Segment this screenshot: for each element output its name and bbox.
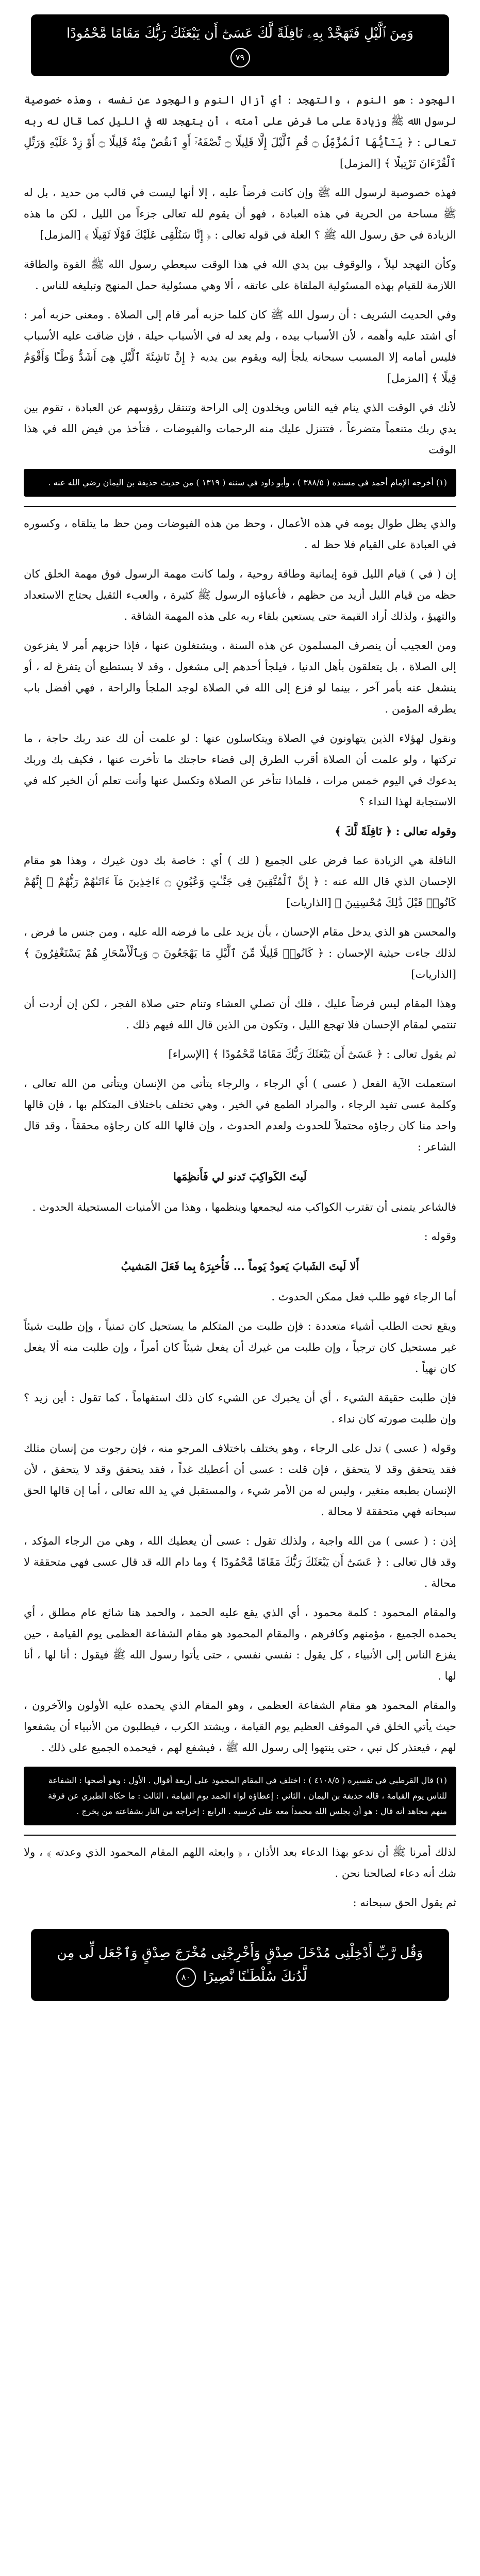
paragraph: أما الرجاء فهو طلب فعل ممكن الحدوث . (271, 1291, 456, 1303)
commentary-section-5 (0, 1842, 480, 1913)
paragraph: الهجود : هو النوم ، والتهجد : أي أزال النوم والهجود عن نفسه ، وهذه خصوصية لرسول الله ﷺ وزيادة على ما فرض على أمته ، أن يتهجد لله في الليل كما قال له ربه تعالى : ﴿ يَـٰٓأَيُّهَا ٱلْمُزَّمِّلُ ۝ قُمِ ٱلَّيْلَ إِلَّا قَلِيلًا ۝ نِّصْفَهُۥٓ أَوِ ٱنقُصْ مِنْهُ قَلِيلًا ۝ أَوْ زِدْ عَلَيْهِ وَرَتِّلِ ٱلْقُرْءَانَ تَرْتِيلًا ﴾ [المزمل] (24, 94, 457, 170)
verse-banner-bottom (31, 1929, 449, 2001)
footnote-box: (١) أخرجه الإمام أحمد في مسنده ( ٣٨٨/٥ ) ، وأبو داود في سننه ( ١٣١٩ ) من حديث حذيفة بن اليمان رضي الله عنه . (24, 469, 456, 497)
commentary-section-1 (0, 90, 480, 461)
poem-line: لَيتَ الكَواكِبَ تَدنو لي فَأَنظِمَها (173, 1170, 307, 1183)
paragraph: وقوله ( عسى ) تدل على الرجاء ، وهو يختلف باختلاف المرجو منه ، فإن رجوت من إنسان مثلك فقد يتحقق وقد لا يتحقق ، فإن قلت : عسى أن أعطيك غداً ، فقد يتحقق وقد لا يتحقق ، لأن الإنسان بطبعه متغير ، وليس له من الأمر شيء ، والمستقبل في يد الله تعالى ، أما إن قالها الحق سبحانه فهي متحققة لا محالة . (24, 1442, 456, 1518)
commentary-section-4 (0, 1286, 480, 1758)
paragraph: ومن العجيب أن ينصرف المسلمون عن هذه السنة ، ويشتغلون عنها ، فإذا حزبهم أمر لا يفزعون إلى الصلاة ، بل يتعلقون بأهل الدنيا ، فيلجأ أحدهم إلى مشغول ، وقد لا يستطيع أن يتفرغ له ، أو ينشغل عنه بأمر آخر ، بينما لو فزع إلى الله في الصلاة لوجد الملجأ والراحة ، فهي أفضل باب يطرقه المؤمن . (24, 639, 456, 715)
paragraph: ونقول لهؤلاء الذين يتهاونون في الصلاة ويتكاسلون عنها : لو علمت أن لك عند ربك حاجة ، ما تركتها ، ولو علمت أن الصلاة أقرب الطرق إلى قضاء حاجتك ما تأخرت عنها ، فكيف بك وربك يدعوك في اليوم خمس مرات ، فلماذا تتأخر عن الصلاة وتكسل عنها وأنت تعلم أن الخير كله في الاستجابة لهذا النداء ؟ (24, 732, 456, 808)
paragraph: فهذه خصوصية لرسول الله ﷺ وإن كانت فرضاً عليه ، إلا أنها ليست في قالب من حديد ، بل له ﷺ مساحة من الحرية في هذه العبادة ، فهو أن يقوم لله تعالى جزءاً من الليل ، لكن ما هذه الزيادة في حق رسول الله ﷺ ؟ العلة في قوله تعالى : ﴿ إِنَّا سَنُلْقِى عَلَيْكَ قَوْلًا ثَقِيلًا ﴾ [المزمل] (24, 187, 456, 241)
paragraph: ثم يقول الحق سبحانه : (353, 1896, 456, 1909)
paragraph: والذي يظل طوال يومه في هذه الأعمال ، وحظ من هذه الفيوضات ومن حظ ما يتلقاه ، وكسوره في العبادة على القيام فلا حظ له . (24, 517, 456, 551)
verse-line: وَقُل رَّبِّ أَدْخِلْنِى مُدْخَلَ صِدْقٍ وَأَخْرِجْنِى مُخْرَجَ صِدْقٍ وَٱجْعَل لِّى مِن لَّدُنكَ سُلْطَـٰنًا نَّصِيرًا (57, 1945, 423, 1985)
verse-banner-top (31, 14, 449, 76)
footnote-box: (١) قال القرطبي في تفسيره ( ٤١٠٨/٥ ) : اختلف في المقام المحمود على أربعة أقوال . الأول : وهو أصحها : الشفاعة للناس يوم القيامة ، قاله حذيفة بن اليمان ، الثاني : إعطاؤه لواء الحمد يوم القيامة ، الثالث : ما حكاه الطبري عن فرقة منهم مجاهد أنه قال : هو أن يجلس الله محمداً معه على كرسيه . الرابع : إخراجه من النار بشفاعته من يخرج . (24, 1767, 456, 1825)
paragraph: والمقام المحمود : كلمة محمود ، أي الذي يقع عليه الحمد ، والحمد هنا شائع عام مطلق ، أي يحمده الجميع ، مؤمنهم وكافرهم ، والمقام المحمود هو مقام الشفاعة العظمى يوم القيامة ، حين يفزع الناس إلى الأنبياء ، كل يقول : نفسي نفسي ، حتى يأتوا رسول الله ﷺ فيقول : أنا لها ، أنا لها . (24, 1606, 457, 1682)
paragraph: لأنك في الوقت الذي ينام فيه الناس ويخلدون إلى الراحة وتنتقل رؤوسهم عن العبادة ، تقوم بين يدي ربك متنعماً متضرعاً ، فتتنزل عليك منه الرحمات والفيوضات ، فتأخذ من فيض الله في هذا الوقت (24, 401, 456, 456)
paragraph: ويقع تحت الطلب أشياء متعددة : فإن طلبت من المتكلم ما يستحيل كان تمنياً ، وإن طلبت شيئاً غير مستحيل كان ترجياً ، وإن طلبت من غيرك أن يفعل شيئاً كان أمراً ، وإن طلبت منه ألا يفعل كان نهياً . (24, 1320, 456, 1375)
paragraph: وقوله : (424, 1230, 456, 1243)
paragraph: إذن : ( عسى ) من الله واجبة ، ولذلك تقول : عسى أن يعطيك الله ، وهي من الرجاء المؤكد ، وقد قال تعالى : ﴿ عَسَىٰٓ أَن يَبْعَثَكَ رَبُّكَ مَقَامًا مَّحْمُودًا ﴾ وما دام الله قد قال عسى فهي متحققة لا محالة . (24, 1535, 456, 1589)
paragraph: لذلك أمرنا ﷺ أن ندعو بهذا الدعاء بعد الأذان ، ﴿ وابعثه اللهم المقام المحمود الذي وعدته ﴾ ، ولا شك أنه دعاء لصالحنا نحن . (24, 1846, 456, 1879)
paragraph: فالشاعر يتمنى أن تقترب الكواكب منه ليجمعها وينظمها ، وهذا من الأمنيات المستحيلة الحدوث . (32, 1201, 456, 1213)
verse-text (57, 22, 423, 69)
paragraph: وهذا المقام ليس فرضاً عليك ، فلك أن تصلي العشاء وتنام حتى صلاة الفجر ، لكن إن أردت أن تنتمي لمقام الإحسان فلا تهجع الليل ، وتكون من الذين قال الله فيهم ذلك . (24, 997, 456, 1031)
book-page (0, 14, 480, 2576)
paragraph: والمقام المحمود هو مقام الشفاعة العظمى ، وهو المقام الذي يحمده عليه الأولون والآخرون ، حيث يأتي الخلق في الموقف العظيم يوم القيامة ، ويشتد الكرب ، فيطلبون من الأنبياء أن يشفعوا لهم ، فيعتذر كل نبي ، حتى ينتهوا إلى رسول الله ﷺ ، فيشفع لهم ، فيحمده الجميع على ذلك . (24, 1699, 456, 1754)
paragraph: ثم يقول تعالى : ﴿ عَسَىٰٓ أَن يَبْعَثَكَ رَبُّكَ مَقَامًا مَّحْمُودًا ﴾ [الإسراء] (168, 1048, 456, 1060)
verse-text (57, 1941, 423, 1989)
commentary-section-3 (0, 1197, 480, 1247)
ayah-number-badge: ٧٩ (230, 48, 250, 67)
page-divider (24, 506, 456, 507)
poem-line: أَلا لَيتَ الشَبابَ يَعودُ يَوماً ... فَأُخبِرَهُ بِما فَعَلَ المَشيبُ (121, 1260, 359, 1273)
paragraph: وكأن التهجد ليلاً ، والوقوف بين يدي الله في هذا الوقت سيعطي رسول الله ﷺ القوة والطاقة اللازمة للقيام بهذه المسئولية الملقاة على عاتقه ، ألا وهي مسئولية حمل المنهج وتبليغه للناس . (24, 258, 456, 292)
paragraph: وفي الحديث الشريف : أن رسول الله ﷺ كان كلما حزبه أمر قام إلى الصلاة . ومعنى حزبه أمر : أي اشتد عليه وأهمه ، لأن الأسباب بيده ، ولم يعد له في الأسباب حيلة ، فإن ضاقت عليه الأسباب فليس أمامه إلا المسبب سبحانه يلجأ إليه ويقوم بين يديه ﴿ إِنَّ نَاشِئَةَ ٱلَّيْلِ هِىَ أَشَدُّ وَطْـًٔا وَأَقْوَمُ قِيلًا ﴾ [المزمل] (24, 309, 456, 384)
paragraph: استعملت الآية الفعل ( عسى ) أي الرجاء ، والرجاء يتأتى من الإنسان ويتأتى من الله تعالى ، وكلمة عسى تفيد الرجاء ، والمراد الطمع في الخير ، وهي تختلف باختلاف المتكلم بها ، فإن قالها واحد منا كان رجاؤه محتملاً للحدوث ولعدم الحدوث ، وإن قالها الله كان رجاؤه محققاً ، وقد قال الشاعر : (24, 1077, 456, 1153)
paragraph: والمحسن هو الذي يدخل مقام الإحسان ، بأن يزيد على ما فرضه الله عليه ، ومن جنس ما فرض ، لذلك جاءت حيثية الإحسان : ﴿ كَانُوا۟ قَلِيلًا مِّنَ ٱلَّيْلِ مَا يَهْجَعُونَ ۝ وَبِٱلْأَسْحَارِ هُمْ يَسْتَغْفِرُونَ ﴾ [الذاريات] (24, 926, 456, 980)
paragraph: فإن طلبت حقيقة الشيء ، أي أن يخبرك عن الشيء كان ذلك استفهاماً ، كما تقول : أين زيد ؟ وإن طلبت صورته كان نداء . (24, 1392, 456, 1425)
page-divider (24, 1835, 456, 1836)
ayah-number-badge: ٨٠ (176, 1968, 196, 1987)
commentary-section-2 (0, 513, 480, 1158)
paragraph: إن ( في ) قيام الليل قوة إيمانية وطاقة روحية ، ولما كانت مهمة الرسول فوق مهمة الخلق كان حظه من قيام الليل أزيد من حظهم ، فأعباؤه الرسول ﷺ كثيرة ، والعبء الثقيل يحتاج الاستعداد والتهيؤ ، ولذلك أراد القيمة حتى يستعين بلقاء ربه على هذه المهمة الشاقة . (24, 568, 456, 622)
paragraph: النافلة هي الزيادة عما فرض على الجميع ( لك ) أي : خاصة بك دون غيرك ، وهذا هو مقام الإحسان الذي قال الله عنه : ﴿ إِنَّ ٱلْمُتَّقِينَ فِى جَنَّـٰتٍ وَعُيُونٍ ۝ ءَاخِذِينَ مَآ ءَاتَىٰهُمْ رَبُّهُمْ ۚ إِنَّهُمْ كَانُوا۟ قَبْلَ ذَٰلِكَ مُحْسِنِينَ ﴾ [الذاريات] (24, 854, 456, 909)
verse-quote: وقوله تعالى : ﴿ نَافِلَةً لَّكَ ﴾ (335, 825, 456, 838)
verse-line: وَمِنَ ٱلَّيْلِ فَتَهَجَّدْ بِهِۦ نَافِلَةً لَّكَ عَسَىٰٓ أَن يَبْعَثَكَ رَبُّكَ مَقَامًا مَّحْمُودًا (67, 26, 413, 41)
